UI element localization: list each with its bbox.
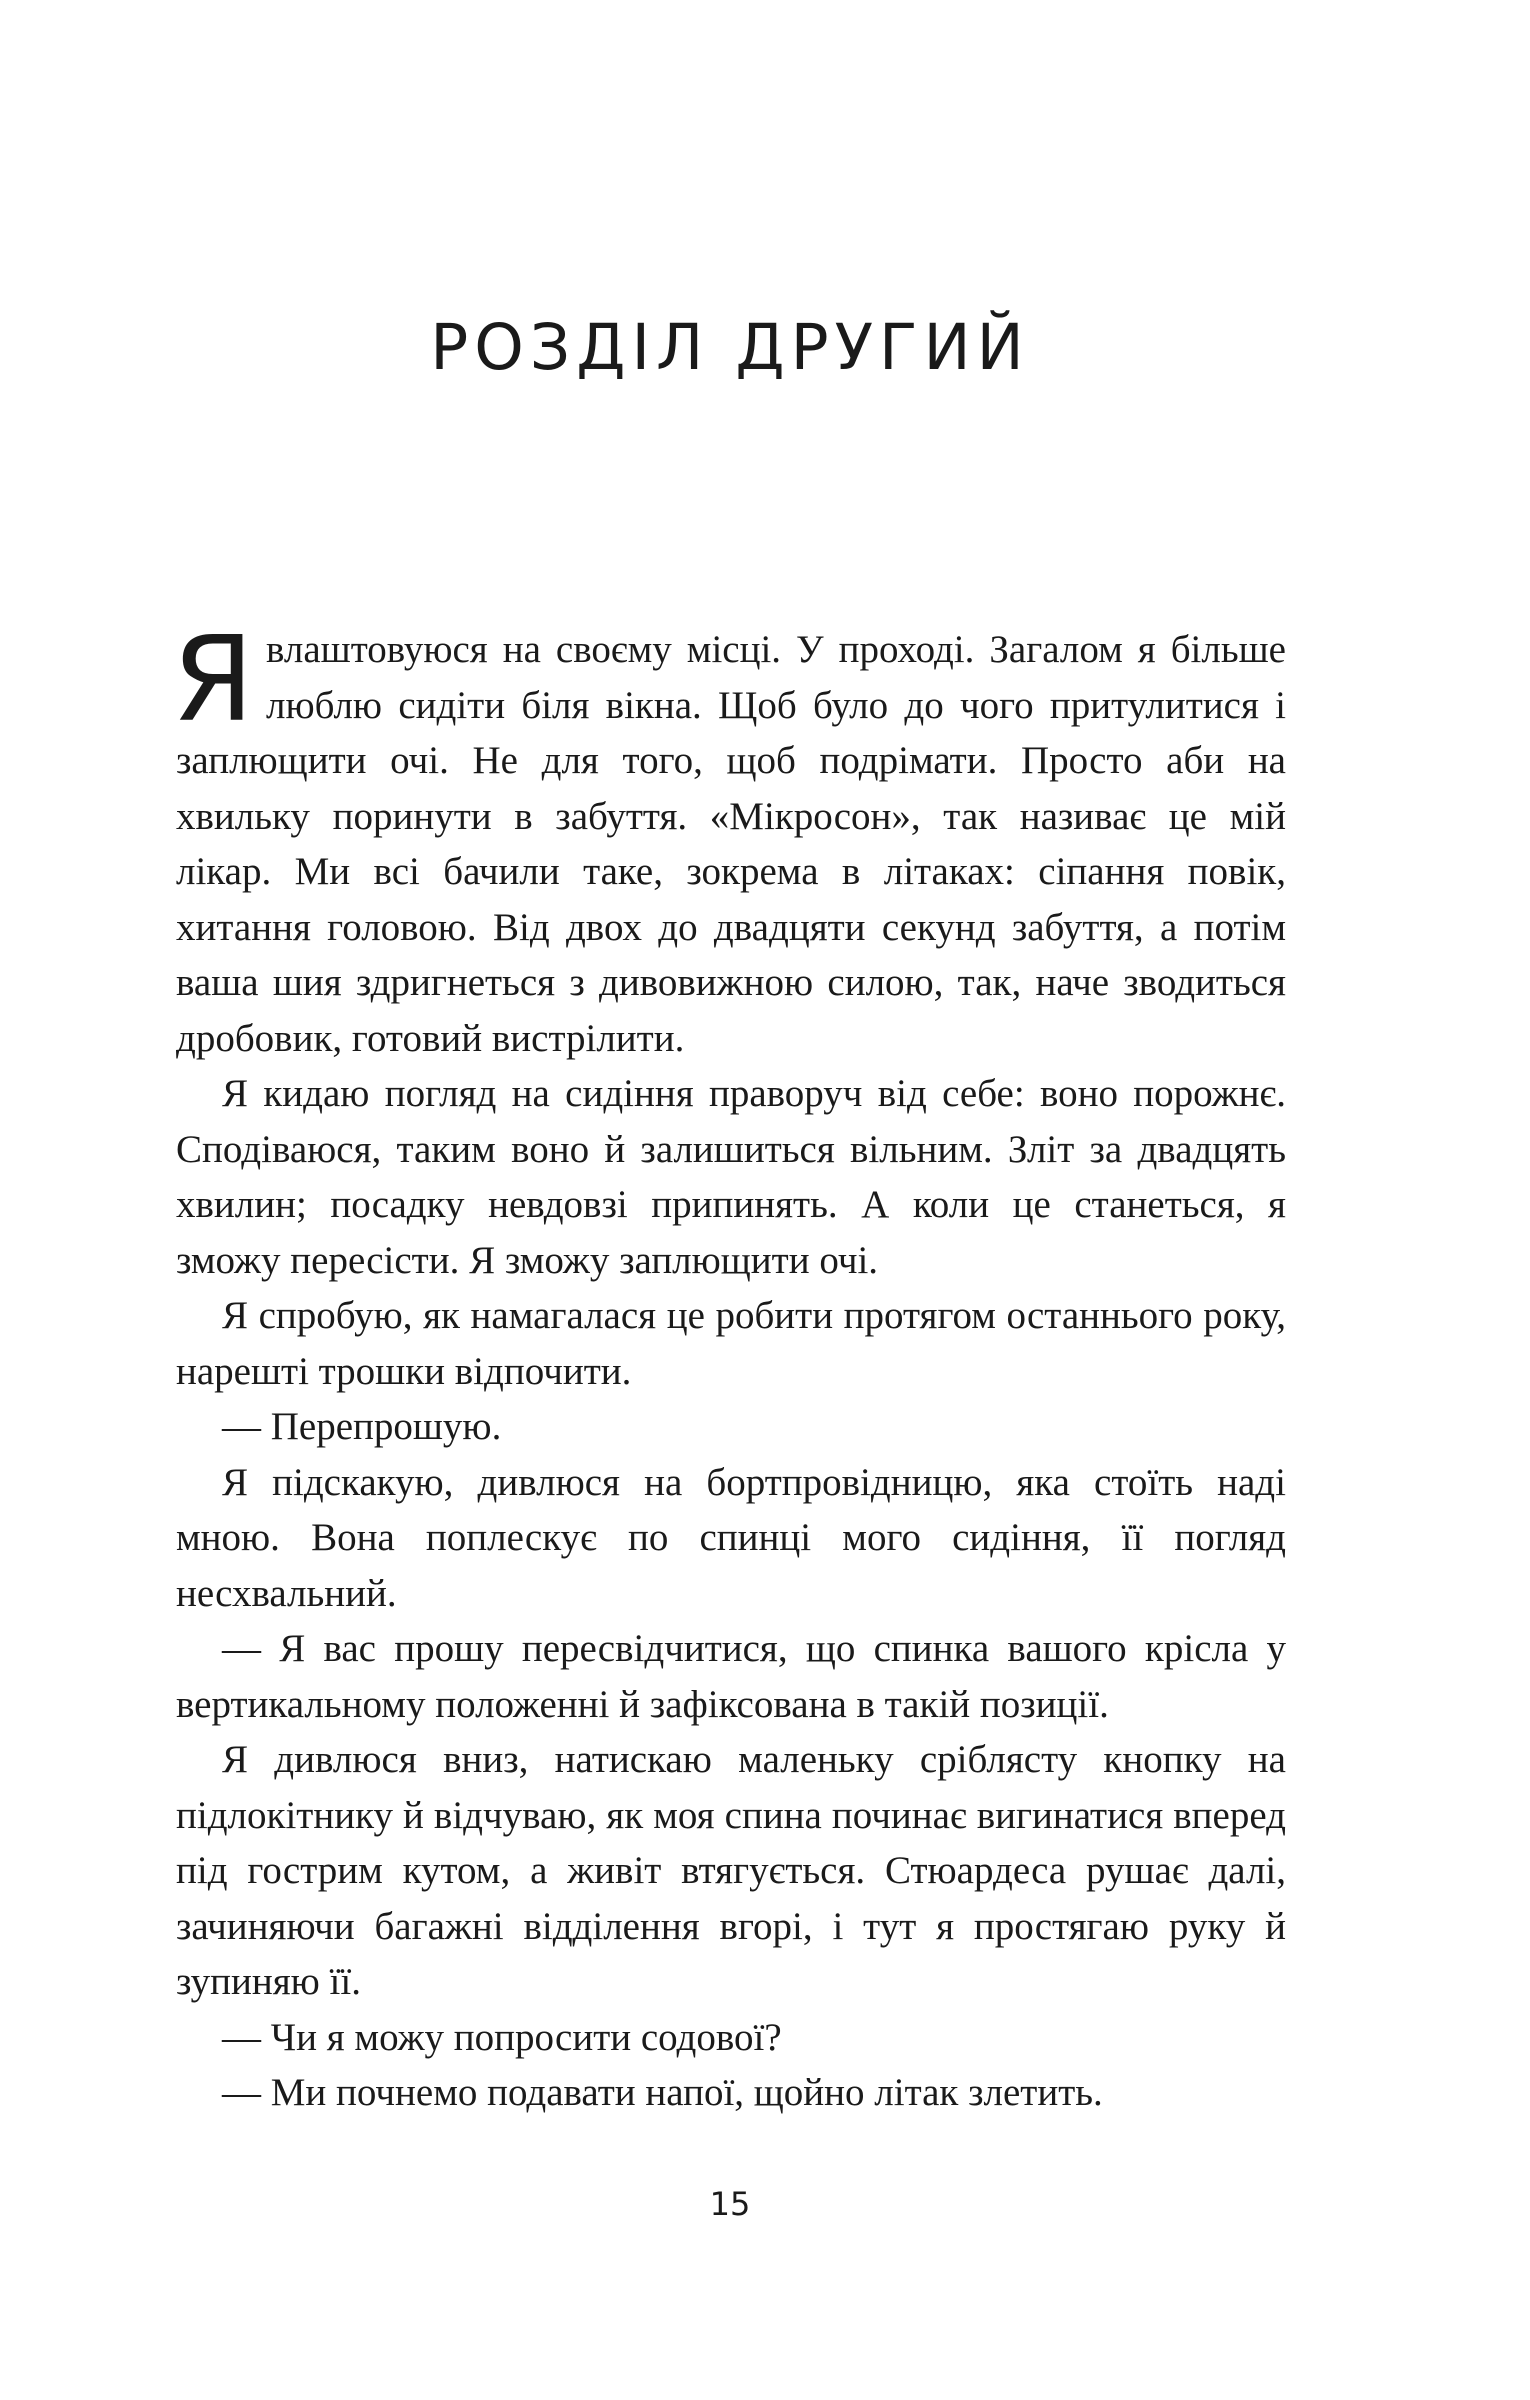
page-number: 15: [709, 2185, 751, 2223]
paragraph-2: Я кидаю погляд на сидіння праворуч від себе: воно порожнє. Сподіваюся, таким воно й залишиться вільним. Зліт за двадцять хвилин; посадку невдовзі припинять. А коли це станеться, я зможу пересісти. Я зможу заплющити очі.: [176, 1072, 1286, 1282]
chapter-title: РОЗДІЛ ДРУГИЙ: [430, 311, 1030, 384]
dialogue-line-2: — Я вас прошу пересвідчитися, що спинка вашого крісла у вертикальному положенні й зафіксована в такій позиції.: [176, 1627, 1286, 1726]
paragraph-3: Я спробую, як намагалася це робити протягом останнього року, нарешті трошки відпочити.: [176, 1294, 1286, 1393]
dialogue-line-3: — Чи я можу попросити содової?: [222, 2015, 782, 2059]
drop-cap: Я: [172, 610, 254, 748]
paragraph-4: Я підскакую, дивлюся на бортпровідницю, яка стоїть наді мною. Вона поплескує по спинці мого сидіння, її погляд несхвальний.: [176, 1460, 1286, 1615]
paragraph-1: [172, 610, 1286, 1066]
paragraph-1-text: влаштовуюся на своєму місці. У проході. Загалом я більше люблю сидіти біля вікна. Щоб було до чого притулитися і заплющити очі. Не для того, щоб подрімати. Просто аби на хвильку поринути в забуття. «Мікросон», так називає це мій лікар. Ми всі бачили таке, зокрема в літаках: сіпання повік, хитання головою. Від двох до двадцяти секунд забуття, а потім ваша шия здригнеться з дивовижною силою, так, наче зводиться дробовик, готовий вистрілити.: [176, 628, 1286, 1060]
paragraph-5: Я дивлюся вниз, натискаю маленьку сріблясту кнопку на підлокітнику й відчуваю, як моя спина починає вигинатися вперед під гострим кутом, а живіт втягується. Стюардеса рушає далі, зачиняючи багажні відділення вгорі, і тут я простягаю руку й зупиняю її.: [176, 1738, 1286, 2003]
body-text: [172, 610, 1286, 2121]
dialogue-line-1: — Перепрошую.: [222, 1405, 502, 1448]
dialogue-line-4: — Ми почнемо подавати напої, щойно літак злетить.: [222, 2071, 1103, 2114]
